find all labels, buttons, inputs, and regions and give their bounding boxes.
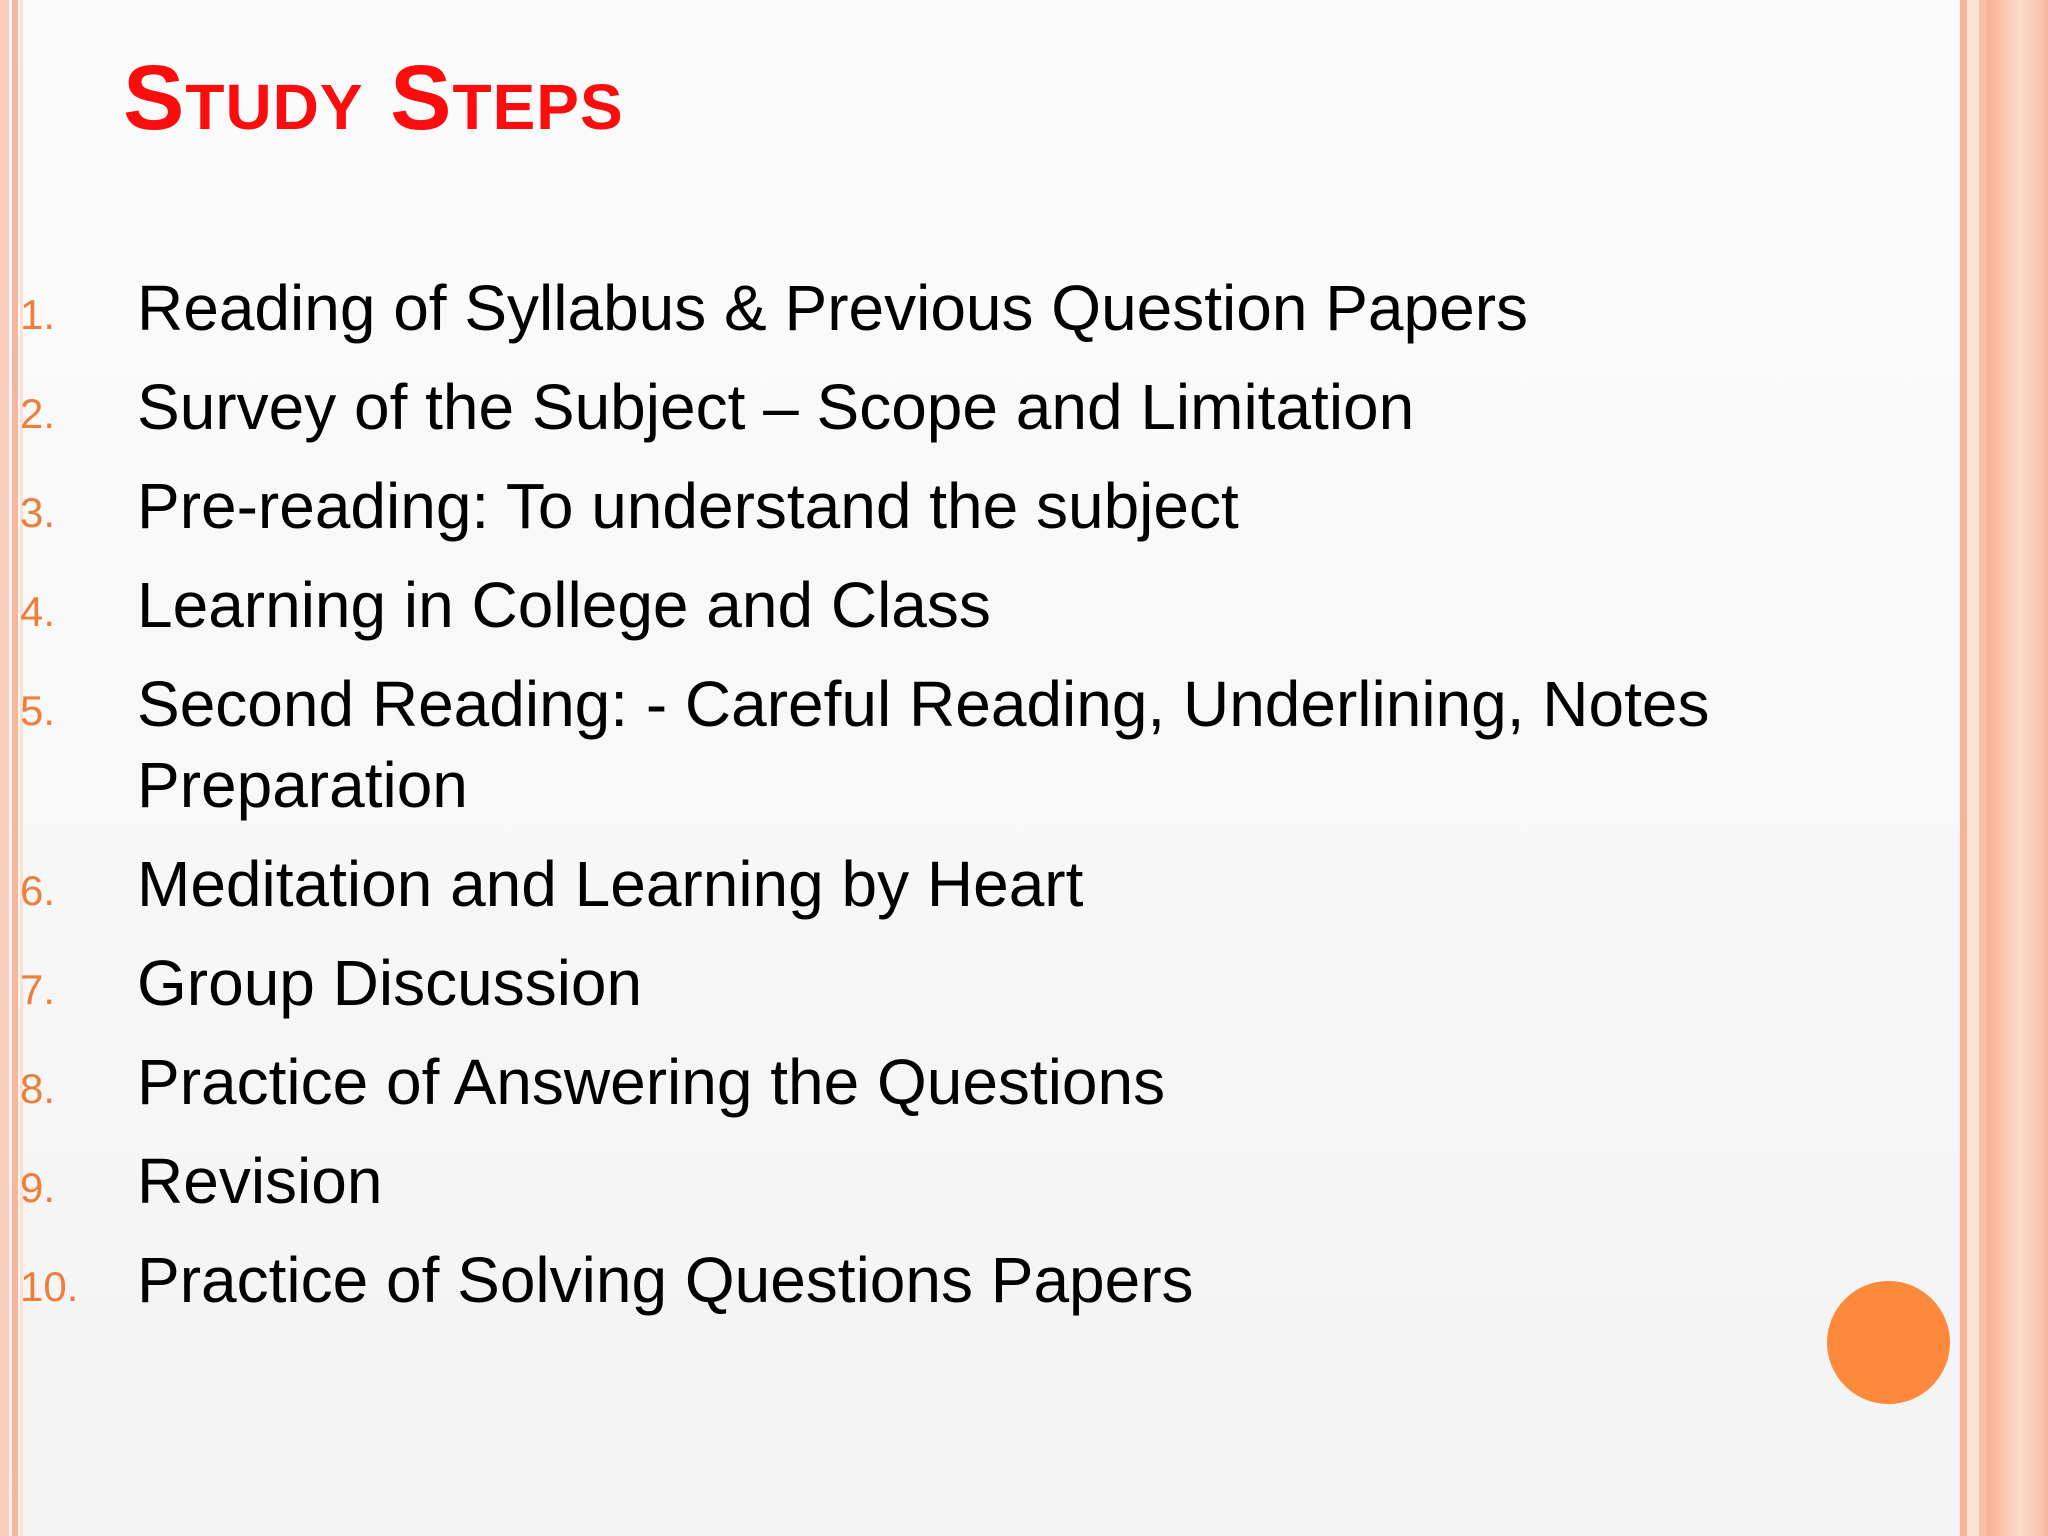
right-border [1967,0,1979,1536]
list-item [0,565,1900,646]
list-item [0,1141,1900,1222]
step-number: 8. [20,1065,56,1112]
step-text: Revision [137,1145,383,1217]
step-number: 4. [20,588,56,635]
slide-title: Study Steps [123,47,624,149]
step-text: Group Discussion [137,947,643,1019]
step-number: 5. [20,687,56,734]
list-item [0,466,1900,547]
list-item [0,664,1900,826]
step-number: 9. [20,1164,56,1211]
step-text: Meditation and Learning by Heart [137,848,1084,920]
step-text: Pre-reading: To understand the subject [137,470,1239,542]
study-steps-list [0,268,1900,1339]
list-item [0,1042,1900,1123]
step-number: 1. [20,291,56,338]
step-text: Learning in College and Class [137,569,991,641]
right-border [1960,0,1967,1536]
accent-circle [1827,1281,1950,1404]
step-text: Practice of Solving Questions Papers [137,1244,1194,1316]
step-text: Survey of the Subject – Scope and Limitation [137,371,1415,443]
step-text: Practice of Answering the Questions [137,1046,1166,1118]
step-number: 2. [20,390,56,437]
list-item [0,367,1900,448]
step-number: 6. [20,867,56,914]
step-text: Second Reading: - Careful Reading, Underlining, Notes Preparation [137,668,1710,821]
list-item [0,268,1900,349]
list-item [0,943,1900,1024]
list-item [0,1240,1900,1321]
step-number: 10. [20,1263,79,1310]
list-item [0,844,1900,925]
right-border [1979,0,1987,1536]
right-border [1987,0,2048,1536]
step-number: 7. [20,966,56,1013]
step-text: Reading of Syllabus & Previous Question Papers [137,272,1528,344]
step-number: 3. [20,489,56,536]
